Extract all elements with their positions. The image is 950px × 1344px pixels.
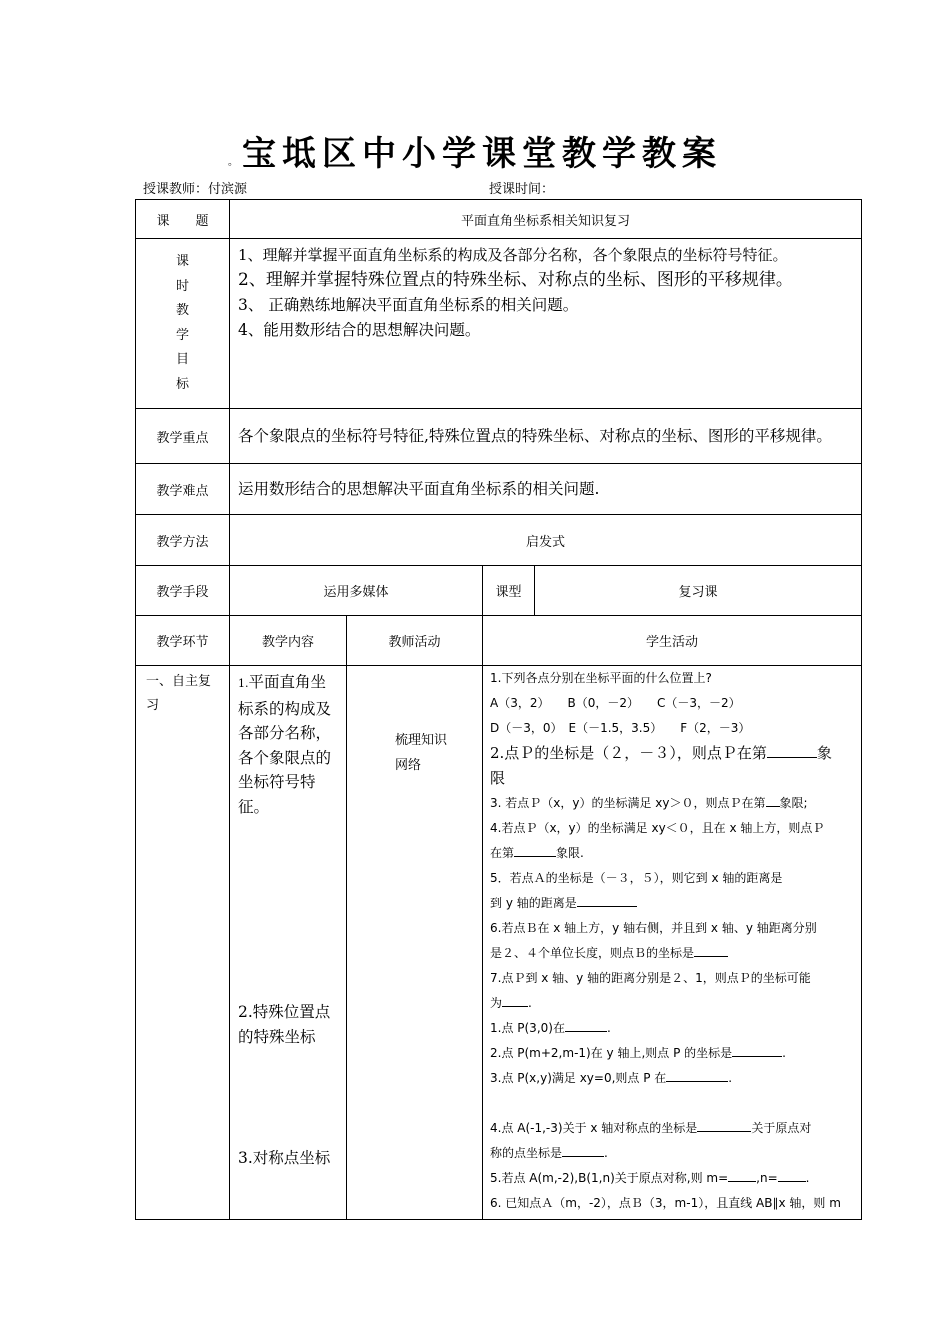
symmetry-4-cont: 称的点坐标是 . — [490, 1141, 854, 1166]
answer-blank[interactable] — [694, 942, 728, 957]
content-item-2: 2.特殊位置点的特殊坐标 — [238, 1003, 331, 1046]
lesson-type-label: 课型 — [483, 566, 535, 616]
question-1: 1.下列各点分别在坐标平面的什么位置上? — [490, 671, 712, 685]
teacher-field: 授课教师：付滨源 — [143, 182, 248, 197]
difficulty-label: 教学难点 — [136, 464, 230, 515]
content-item-3: 3.对称点坐标 — [238, 1149, 331, 1167]
topic-value: 平面直角坐标系相关知识复习 — [230, 200, 862, 239]
special-2: 2.点 P(m+2,m-1)在 y 轴上,则点 P 的坐标是 . — [490, 1041, 854, 1066]
topic-label: 课 题 — [136, 200, 230, 239]
section-row — [136, 666, 862, 1220]
title-mark: 。 — [228, 157, 238, 168]
answer-blank[interactable] — [577, 892, 637, 907]
question-2: 2.点Ｐ的坐标是（２，－３），则点Ｐ在第 象 — [490, 744, 832, 762]
key-label: 教学重点 — [136, 409, 230, 464]
question-4-cont: 在第 象限. — [490, 841, 854, 866]
question-1-points-b: D（－3，0） E（－1.5，3.5） F（2，－3） — [490, 721, 751, 735]
method-row — [136, 515, 862, 566]
content-header: 教学内容 — [230, 616, 347, 666]
special-1: 1.点 P(3,0)在 . — [490, 1016, 854, 1041]
objectives-list — [230, 239, 862, 409]
answer-blank[interactable] — [514, 842, 556, 857]
difficulty-value: 运用数形结合的思想解决平面直角坐标系的相关问题. — [230, 464, 862, 515]
objective-item: 1、理解并掌握平面直角坐标系的构成及各部分名称，各个象限点的坐标符号特征。 — [238, 246, 788, 264]
difficulty-row — [136, 464, 862, 515]
answer-blank[interactable] — [767, 743, 817, 758]
question-5: 5．若点Ａ的坐标是（－３，５），则它到 x 轴的距离是 — [490, 871, 783, 885]
question-5-cont: 到 y 轴的距离是 — [490, 891, 854, 916]
teacher-activity-header: 教师活动 — [347, 616, 483, 666]
question-4: 4.若点Ｐ（x，y）的坐标满足 xy＜０，且在 x 轴上方，则点Ｐ — [490, 821, 825, 835]
student-activity-cell — [483, 666, 862, 1220]
spacer — [490, 1091, 854, 1116]
question-6: 6.若点Ｂ在 x 轴上方，y 轴右侧，并且到 x 轴、y 轴距离分别 — [490, 921, 817, 935]
teacher-activity-cell: 梳理知识网络 — [347, 666, 483, 1220]
question-6-cont: 是２、４个单位长度，则点Ｂ的坐标是 — [490, 941, 854, 966]
special-3: 3.点 P(x,y)满足 xy=0,则点 P 在 . — [490, 1066, 854, 1091]
means-value: 运用多媒体 — [230, 566, 483, 616]
segment-cell: 一、自主复习 — [136, 666, 230, 1220]
answer-blank[interactable] — [732, 1042, 782, 1057]
objective-item: 2、理解并掌握特殊位置点的特殊坐标、对称点的坐标、图形的平移规律。 — [238, 270, 793, 290]
column-header-row — [136, 616, 862, 666]
symmetry-4: 4.点 A(-1,-3)关于 x 轴对称点的坐标是 关于原点对 — [490, 1116, 854, 1141]
method-value: 启发式 — [230, 515, 862, 566]
objectives-row — [136, 239, 862, 409]
question-1-points-a: A（3，2） B（0，－2） C（－3，－2） — [490, 696, 741, 710]
answer-blank[interactable] — [728, 1167, 756, 1182]
method-label: 教学方法 — [136, 515, 230, 566]
symmetry-5: 5.若点 A(m,-2),B(1,n)关于原点对称,则 m= ,n= . — [490, 1166, 854, 1191]
objective-item: 4、能用数形结合的思想解决问题。 — [238, 321, 481, 339]
means-row — [136, 566, 862, 616]
question-7: 7.点Ｐ到 x 轴、y 轴的距离分别是２、1，则点Ｐ的坐标可能 — [490, 971, 811, 985]
topic-row — [136, 200, 862, 239]
answer-blank[interactable] — [766, 792, 780, 807]
key-value: 各个象限点的坐标符号特征,特殊位置点的特殊坐标、对称点的坐标、图形的平移规律。 — [230, 409, 862, 464]
segment-header: 教学环节 — [136, 616, 230, 666]
objectives-label: 课 时 教 学 目 标 — [136, 239, 230, 409]
question-3: 3. 若点Ｐ（x，y）的坐标满足 xy＞０，则点Ｐ在第 象限; — [490, 791, 854, 816]
answer-blank[interactable] — [697, 1117, 751, 1132]
lesson-type-value: 复习课 — [535, 566, 862, 616]
answer-blank[interactable] — [562, 1142, 604, 1157]
content-cell — [230, 666, 347, 1220]
symmetry-6: 6. 已知点Ａ（m，-2），点Ｂ（3，m-1），且直线 AB∥x 轴，则 m — [490, 1196, 841, 1210]
key-row — [136, 409, 862, 464]
answer-blank[interactable] — [502, 992, 528, 1007]
objective-item: 3、 正确熟练地解决平面直角坐标系的相关问题。 — [238, 296, 579, 314]
question-7-cont: 为 . — [490, 991, 854, 1016]
page-title: 宝坻区中小学课堂教学教案 — [242, 134, 722, 174]
answer-blank[interactable] — [778, 1167, 806, 1182]
means-label: 教学手段 — [136, 566, 230, 616]
time-field: 授课时间： — [489, 182, 555, 197]
lesson-plan-table — [135, 199, 862, 1220]
student-activity-header: 学生活动 — [483, 616, 862, 666]
answer-blank[interactable] — [666, 1067, 728, 1082]
answer-blank[interactable] — [565, 1017, 607, 1032]
content-item-1: 1.平面直角坐标系的构成及各部分名称，各个象限点的坐标符号特征。 — [238, 673, 332, 816]
title-block — [0, 126, 950, 175]
question-2-cont: 限 — [490, 769, 506, 787]
